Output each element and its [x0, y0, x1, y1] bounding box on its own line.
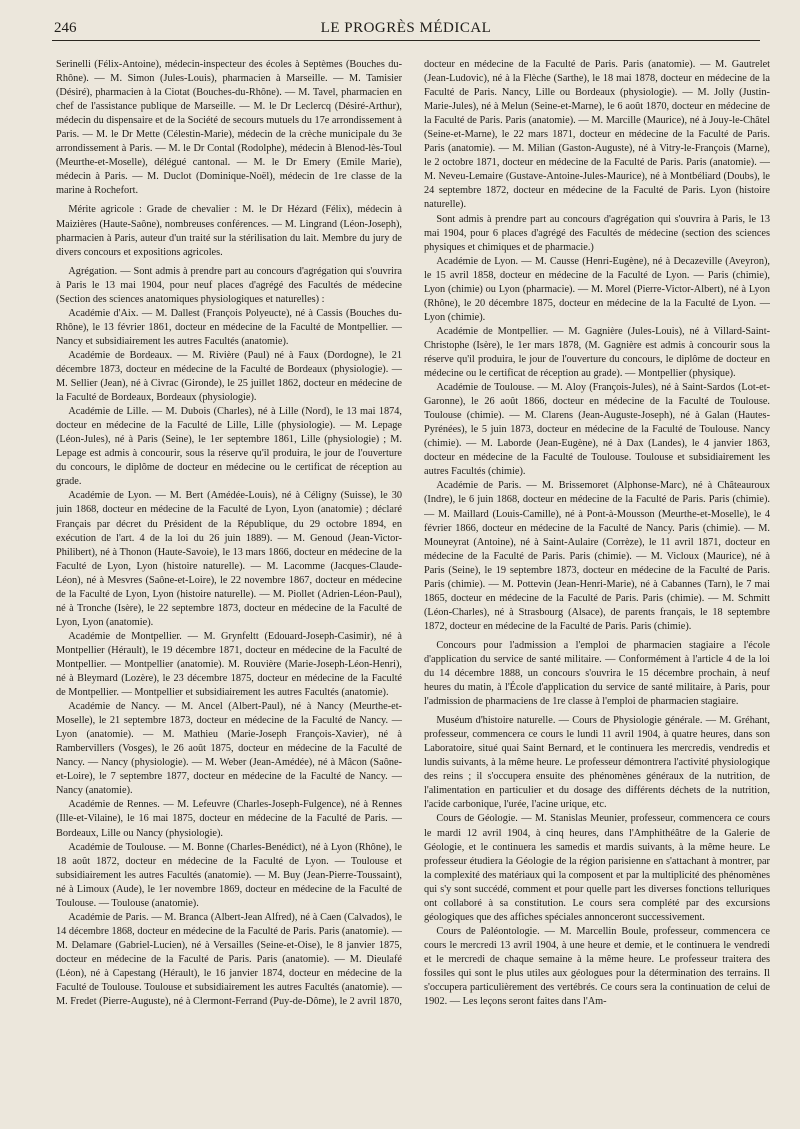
academie-rennes-paragraph: Académie de Rennes. — M. Lefeuvre (Charles-Joseph-Fulgence), né à Rennes (Ille-et-Vilaine), le 16 mai 1875, docteur en médecine de la Faculté de Paris. — Bordeaux, Lille ou Nancy (physiologie). — [56, 799, 402, 839]
academie-paris-paragraph: Académie de Paris. — M. Branca (Albert-Jean Alfred), né à Caen (Calvados), le 14 décembre 1868, docteur en médecine de la Faculté de Paris. Paris (anatomie). — M. Delamare (Gabriel-Lucien), né à Versailles (Seine-et-Oise), le 8 janvier 1875, docteur en médecine de la Faculté de Paris. Paris (anatomie). — M. Dieulafé (Léon), né à Capestang (Hérault), le 16 janvier 1874, docteur en médecine de la Faculté de Toulouse. Toulouse et subsidiairement les autres Facultés (anatomie). — M. Fredet (Pierre-Auguste), né à Clermont-Ferrand (Puy-de-Dôme), le 2 avril 1870, — [56, 911, 402, 1008]
chimie-concours-paragraph: Sont admis à prendre part au concours d'agrégation qui s'ouvrira à Paris, le 13 mai 1904, pour 6 places d'agrégé des Facultés de médecine (section des sciences physiques et chimiques et de pharmacie.) — [424, 213, 770, 253]
right-column — [424, 58, 770, 1122]
academie-aix-paragraph: Académie d'Aix. — M. Dallest (François Polyeucte), né à Cassis (Bouches du-Rhône), le 13 février 1861, docteur en médecine de la Faculté de Montpellier. — Nancy et subsidiairement les autres Facultés (anatomie). — [56, 307, 402, 347]
journal-title: LE PROGRÈS MÉDICAL — [320, 20, 492, 36]
academie-lille-paragraph: Académie de Lille. — M. Dubois (Charles), né à Lille (Nord), le 13 mai 1874, docteur en médecine de la Faculté de Lille, Lille (physiologie). — M. Lepage (Léon-Jules), né à Paris (Seine), le 1er septembre 1861, Lille (physiologie) ; M. Lepage est admis à concourir, sous la réserve qu'il produira, le jour de l'ouverture du concours, le diplôme de docteur en médecine ou le certificat de réception au grade. — [56, 406, 402, 488]
agregation-paragraph: Agrégation. — Sont admis à prendre part au concours d'agrégation qui s'ouvrira à Paris le 13 mai 1904, pour neuf places d'agrégé des Facultés de médecine (Section des sciences anatomiques physiologiques et naturelles) : — [56, 265, 402, 305]
page-header — [52, 18, 760, 41]
academie-toulouse-paragraph: Académie de Toulouse. — M. Bonne (Charles-Benédict), né à Lyon (Rhône), le 18 août 1872, docteur en médecine de la Faculté de Lyon. — Toulouse et subsidiairement les autres Facultés (anatomie). — M. Buy (Jean-Pierre-Toussaint), né à Limoux (Aude), le 1er novembre 1869, docteur en médecine de la Faculté de Toulouse. — Toulouse (anatomie). — [56, 841, 402, 909]
chimie-paris-paragraph: Académie de Paris. — M. Brissemoret (Alphonse-Marc), né à Châteauroux (Indre), le 6 juin 1868, docteur en médecine de la Faculté de Paris. Paris (chimie). — M. Maillard (Louis-Camille), né à Pont-à-Mousson (Meurthe-et-Moselle), le 4 février 1866, docteur en médecine de la Faculté de Nancy. Paris (chimie). — M. Mouneyrat (Antoine), né à Saint-Aulaire (Corrèze), le 11 avril 1871, docteur en médecine de la Faculté de Paris. Paris (chimie). — M. Vicloux (Maurice), né à Paris (Seine), le 19 septembre 1873, docteur en médecine de la Faculté de Paris. Paris (chimie). — M. Pottevin (Jean-Henri-Marie), né à Cabannes (Tarn), le 7 mai 1865, docteur en médecine de la Faculté de Paris. Paris (chimie). — M. Schmitt (Léon-Charles), né à Strasbourg (Alsace), de parents français, le 18 septembre 1872, docteur en médecine de la Faculté de Paris. Paris (chimie). — [424, 480, 770, 632]
academie-bordeaux-paragraph: Académie de Bordeaux. — M. Rivière (Paul) né à Faux (Dordogne), le 21 décembre 1873, docteur en médecine de la Faculté de Bordeaux (physiologie). — M. Sellier (Jean), né à Civrac (Gironde), le 25 juillet 1862, docteur en médecine de la Faculté de Bordeaux, Bordeaux (physiologie). — [56, 349, 402, 404]
museum-physiologie-notice: Muséum d'histoire naturelle. — Cours de Physiologie générale. — M. Gréhant, professeur, commencera ce cours le lundi 11 avril 1904, à quatre heures, dans son Laboratoire, situé quai Saint Bernard, et le continuera les mercredis, vendredis et lundis suivants, à la même heure. Le professeur démontrera l'activité physiologique des reins ; il s'occupera ensuite des phénomènes généraux de la nutrition, de l'alimentation en particulier et du dosage des différents déchets de la nutrition, l'acide carbonique, l'urée, l'acine urique, etc. — [424, 715, 770, 811]
pharmacien-stagiaire-notice: Concours pour l'admission a l'emploi de pharmacien stagiaire a l'école d'application du service de santé militaire. — Conformément à l'article 4 de la loi du 14 décembre 1888, un concours s'ouvrira le 15 décembre prochain, à neuf heures du matin, à l'École d'application du service de santé militaire, à Paris, pour l'admission de pharmaciens de 1re classe à l'emploi de pharmacien stagiaire. — [424, 639, 770, 708]
left-column — [56, 58, 402, 1122]
merite-agricole-paragraph: Mérite agricole : Grade de chevalier : M. le Dr Hézard (Félix), médecin à Maizières (Haute-Saône), nombreuses conférences. — M. Lingrand (Léon-Joseph), pharmacien à Paris, auteur d'un traité sur la stérilisation du lait. Membre du jury de divers concours et expositions agricoles. — [56, 204, 402, 258]
chimie-montpellier-paragraph: Académie de Montpellier. — M. Gagnière (Jules-Louis), né à Villard-Saint-Christophe (Isère), le 1er mars 1878, (M. Gagnière est admis à concourir sous la réserve qu'il produira, le jour de l'ouverture du concours, le diplôme de docteur en médecine ou le certificat de réception au grade). — Montpellier (physique). — [424, 325, 770, 380]
academie-montpellier-paragraph: Académie de Montpellier. — M. Grynfeltt (Edouard-Joseph-Casimir), né à Montpellier (Hérault), le 19 décembre 1871, docteur en médecine de la Faculté de Montpellier. — Montpellier (anatomie). M. Rouvière (Marie-Joseph-Léon-Henri), né à Bleymard (Lozère), le 23 décembre 1875, docteur en médecine de la Faculté de Montpellier. — Montpellier et subsidiairement les autres Facultés (anatomie). — [56, 630, 402, 699]
paris-continuation-paragraph: docteur en médecine de la Faculté de Paris. Paris (anatomie). — M. Gautrelet (Jean-Ludovic), né à la Flèche (Sarthe), le 18 mai 1878, docteur en médecine de la Faculté de Paris. Nancy, Lille ou Bordeaux (physiologie). — M. Jolly (Justin-Marie-Jules), né à Melun (Seine-et-Marne), le 6 août 1870, docteur en médecine de la Faculté de Paris. Paris (anatomie). — M. Marcille (Maurice), né à Jouy-le-Châtel (Seine-et-Marne), le 22 mars 1871, docteur en médecine de la Faculté de Paris. Paris (anatomie). — M. Milian (Gaston-Auguste), né à Vitry-le-François (Marne), le 2 octobre 1871, docteur en médecine de la Faculté de Paris. Paris (anatomie). — M. Neveu-Lemaire (Gustave-Antoine-Jules-Maurice), né à Montbéliard (Doubs), le 24 septembre 1872, docteur en médecine de la Faculté de Paris. Lyon (histoire naturelle). — [424, 59, 770, 211]
page-number: 246 — [54, 20, 77, 36]
chimie-toulouse-paragraph: Académie de Toulouse. — M. Aloy (François-Jules), né à Saint-Sardos (Lot-et-Garonne), le 26 août 1866, docteur en médecine de la Faculté de Toulouse. Toulouse (chimie). — M. Clarens (Jean-Auguste-Joseph), né à Galan (Hautes-Pyrénées), le 5 juin 1873, docteur en médecine de la Faculté de Toulouse. Nancy (chimie). — M. Laborde (Jean-Eugène), né à Dax (Landes), le 4 janvier 1863, docteur en médecine de la Faculté de Toulouse. Toulouse et subsidiairement les autres Facultés (chimie). — [424, 382, 770, 478]
academie-nancy-paragraph: Académie de Nancy. — M. Ancel (Albert-Paul), né à Nancy (Meurthe-et-Moselle), le 21 septembre 1873, docteur en médecine de la Faculté de Nancy. — Lyon (anatomie). — M. Mathieu (Marie-Joseph François-Xavier), né à Rambervillers (Vosges), le 26 août 1875, docteur en médecine de la Faculté de Nancy. — Nancy (physiologie). — M. Weber (Jean-Amédée), né à Mâcon (Saône-et-Loire), le 7 septembre 1877, docteur en médecine de la Faculté de Nancy. — Nancy (anatomie). — [56, 701, 402, 797]
academie-lyon-paragraph: Académie de Lyon. — M. Bert (Amédée-Louis), né à Céligny (Suisse), le 30 juin 1868, docteur en médecine de la Faculté de Lyon, Lyon (anatomie) ; déclaré Français par décret du Président de la République, du 29 octobre 1894, en exécution de l'art. 4 de la loi du 26 juin 1889). — M. Genoud (Jean-Victor-Philibert), né à Thonon (Haute-Savoie), le 13 mars 1866, docteur en médecine de la Faculté de Lyon, Lyon (histoire naturelle). — M. Lacomme (Jacques-Claude-Léon), né à Mesvres (Saône-et-Loire), le 22 novembre 1867, docteur en médecine de la Faculté de Lyon, Lyon (histoire naturelle). — M. Piollet (Adrien-Léon-Paul), né à Tronche (Isère), le 22 septembre 1873, docteur en médecine de la Faculté de Lyon, Lyon (anatomie). — [56, 490, 402, 628]
cours-geologie-paragraph: Cours de Géologie. — M. Stanislas Meunier, professeur, commencera ce cours le mardi 12 avril 1904, à cinq heures, dans l'Amphithéâtre de la Galerie de Géologie, et le continuera les samedis et mardis suivants, à la même heure. Le professeur étudiera la Géologie de la région parisienne en s'attachant à montrer, par la complexité des matériaux qui la composent et par la multiplicité des phénomènes qui s'y sont succédé, comment et pour quelle part les diverses fonctions telluriques ont collaboré à sa constitution. Le cours sera complété par des excursions géologiques que des affiches spéciales annonceront successivement. — [424, 813, 770, 923]
cours-paleontologie-paragraph: Cours de Paléontologie. — M. Marcellin Boule, professeur, commencera ce cours le mercredi 13 avril 1904, à une heure et demie, et le continuera le vendredi et le mercredi de chaque semaine à la même heure. Le professeur traitera des fossiles qui sont le plus utiles aux géologues pour la détermination des terrains. Il s'occupera particulièrement des vertébrés. Ce cours sera la continuation de celui de 1902. — Les leçons seront faites dans l'Am- — [424, 925, 770, 1008]
decorations-paragraph: Serinelli (Félix-Antoine), médecin-inspecteur des écoles à Septèmes (Bouches du-Rhône). — M. Simon (Jules-Louis), pharmacien à Marseille. — M. Tamisier (Désiré), pharmacien à la Ciotat (Bouches-du-Rhône). — M. Tavel, pharmacien en chef de l'assistance publique de Marseille. — M. le Dr Leclercq (Désiré-Arthur), médecin du dispensaire et de la Société de secours mutuels du 17e arrondissement à Paris. — M. le Dr Mette (Célestin-Marie), médecin de la crèche municipale du 3e arrondissement à Paris. — M. le Dr Contal (Rodolphe), médecin à Blenod-lès-Toul (Meurthe-et-Moselle), délégué cantonal. — M. le Dr Emery (Emile Marie), médecin à Paris. — M. Duclot (Dominique-Noël), médecin de 1re classe de la marine à Rochefort. — [56, 59, 402, 197]
chimie-lyon-paragraph: Académie de Lyon. — M. Causse (Henri-Eugène), né à Decazeville (Aveyron), le 15 avril 1858, docteur en médecine de la Faculté de Lyon. — Paris (chimie), Lyon (chimie) ou Lyon (pharmacie). — M. Morel (Pierre-Victor-Albert), né à Lyon (Rhône), le 20 décembre 1875, docteur en médecine de la la Faculté de Lyon. — Lyon (chimie). — [424, 255, 770, 323]
